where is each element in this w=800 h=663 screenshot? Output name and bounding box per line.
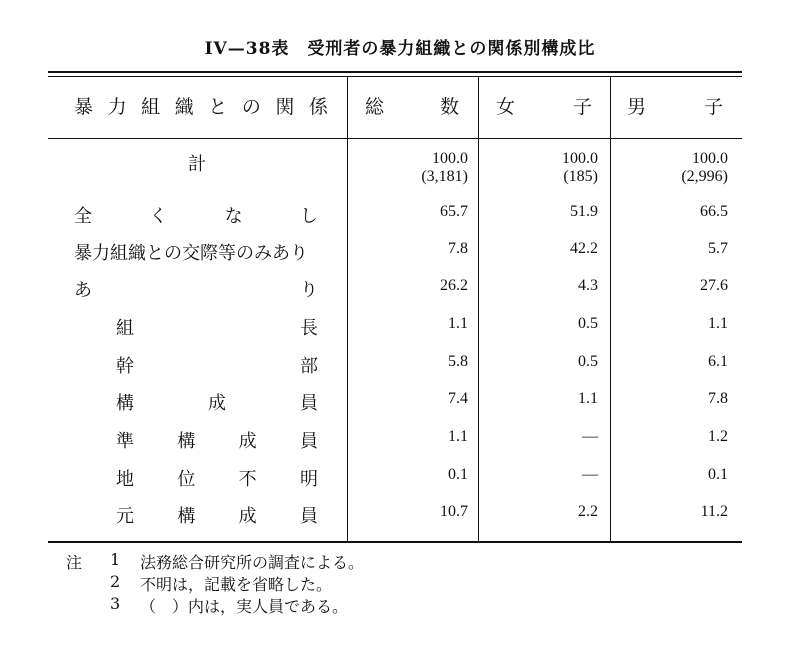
row-label — [74, 202, 318, 228]
cell-female: — — [582, 466, 598, 483]
header-relationship — [74, 92, 328, 119]
row-label-part: 幹 — [116, 356, 134, 377]
note-text: 法務総合研究所の調査による。 — [140, 553, 365, 572]
row-label-part: 不 — [238, 469, 257, 490]
cell-male: 6.1 — [708, 353, 728, 370]
row-label-part: な — [224, 206, 243, 227]
row-label-part: 成 — [238, 506, 257, 527]
cell-male: 0.1 — [708, 466, 728, 483]
row-label-part: 構 — [177, 431, 196, 452]
cell-female: 0.5 — [578, 315, 598, 332]
header-female — [496, 92, 592, 119]
header-male — [627, 92, 723, 119]
header-female-char: 女 — [496, 96, 516, 118]
row-label-part: 組 — [116, 318, 134, 339]
cell-total: 26.2 — [440, 277, 468, 294]
cell-male: 27.6 — [700, 277, 728, 294]
header-male-char: 男 — [627, 96, 647, 118]
cell-female: 42.2 — [570, 240, 598, 257]
header-rule — [48, 138, 742, 139]
row-label-part: 元 — [116, 506, 134, 527]
row-label — [74, 276, 318, 302]
cell-total: 65.7 — [440, 203, 468, 220]
table-title: IV—38表 受刑者の暴力組織との関係別構成比 — [204, 39, 596, 59]
header-rel-char: 織 — [174, 96, 194, 118]
row-label-part: 員 — [299, 431, 318, 452]
row-label-part: 員 — [299, 506, 318, 527]
row-label — [116, 502, 318, 528]
row-label — [116, 314, 318, 340]
cell-total: 1.1 — [448, 315, 468, 332]
header-total-char: 数 — [439, 96, 459, 118]
row-label-part: 構 — [116, 393, 134, 414]
row-label — [116, 465, 318, 491]
note-number: 3 — [110, 594, 121, 613]
header-rel-char: 暴 — [74, 96, 94, 118]
note-text: 不明は，記載を省略した。 — [140, 575, 333, 594]
total-row-label: 計 — [188, 154, 206, 175]
cell-female: 51.9 — [570, 203, 598, 220]
cell-total: 5.8 — [448, 353, 468, 370]
row-label-part: 位 — [177, 469, 196, 490]
header-rel-char: と — [208, 96, 228, 118]
cell-male: 66.5 — [700, 203, 728, 220]
header-total-char: 総 — [365, 96, 385, 118]
row-label-part: 明 — [299, 469, 318, 490]
header-rel-char: 組 — [141, 96, 161, 118]
header-rel-char: 力 — [107, 96, 127, 118]
top-rule-thin — [48, 76, 742, 77]
header-rel-char: 係 — [308, 96, 328, 118]
row-label-part: 地 — [116, 469, 134, 490]
column-divider-2 — [478, 76, 479, 542]
row-label-part: 長 — [300, 318, 318, 339]
row-label-part: 部 — [300, 356, 318, 377]
note-number: 1 — [110, 550, 121, 569]
row-label — [116, 352, 318, 378]
row-label-part: 員 — [300, 393, 318, 414]
row-label-part: く — [149, 206, 168, 227]
cell-female: 2.2 — [578, 503, 598, 520]
row-label-part: り — [300, 280, 318, 301]
column-divider-1 — [347, 76, 348, 542]
notes-prefix: 注 — [66, 553, 83, 572]
bottom-rule — [48, 541, 742, 543]
top-rule-thick — [48, 71, 742, 73]
header-rel-char: 関 — [275, 96, 295, 118]
cell-total: 1.1 — [448, 428, 468, 445]
cell-total: 0.1 — [448, 466, 468, 483]
cell-total: 7.4 — [448, 390, 468, 407]
row-label — [74, 239, 330, 265]
header-total — [365, 92, 459, 119]
female-count: (185) — [563, 168, 598, 185]
cell-total: 10.7 — [440, 503, 468, 520]
row-label-part: あ — [74, 280, 92, 301]
row-label-part: 準 — [116, 431, 134, 452]
header-male-char: 子 — [703, 96, 723, 118]
cell-male: 1.2 — [708, 428, 728, 445]
row-label — [116, 389, 318, 415]
male-pct: 100.0 — [692, 150, 728, 167]
header-female-char: 子 — [572, 96, 592, 118]
row-label-part: 成 — [238, 431, 257, 452]
row-label-part: 構 — [177, 506, 196, 527]
cell-total: 7.8 — [448, 240, 468, 257]
cell-male: 11.2 — [700, 503, 728, 520]
cell-female: 1.1 — [578, 390, 598, 407]
total-pct: 100.0 — [432, 150, 468, 167]
row-label-part: 暴力組織との交際等のみあり — [74, 243, 308, 264]
note-number: 2 — [110, 572, 121, 591]
cell-male: 1.1 — [708, 315, 728, 332]
row-label-part: 成 — [208, 393, 226, 414]
female-pct: 100.0 — [562, 150, 598, 167]
header-rel-char: の — [241, 96, 261, 118]
cell-male: 7.8 — [708, 390, 728, 407]
row-label-part: 全 — [74, 206, 92, 227]
note-text: （ ）内は，実人員である。 — [140, 597, 349, 616]
cell-female: — — [582, 428, 598, 445]
total-count: (3,181) — [421, 168, 468, 185]
cell-female: 4.3 — [578, 277, 598, 294]
cell-female: 0.5 — [578, 353, 598, 370]
column-divider-3 — [610, 76, 611, 542]
male-count: (2,996) — [681, 168, 728, 185]
row-label — [116, 427, 318, 453]
cell-male: 5.7 — [708, 240, 728, 257]
row-label-part: し — [299, 206, 318, 227]
